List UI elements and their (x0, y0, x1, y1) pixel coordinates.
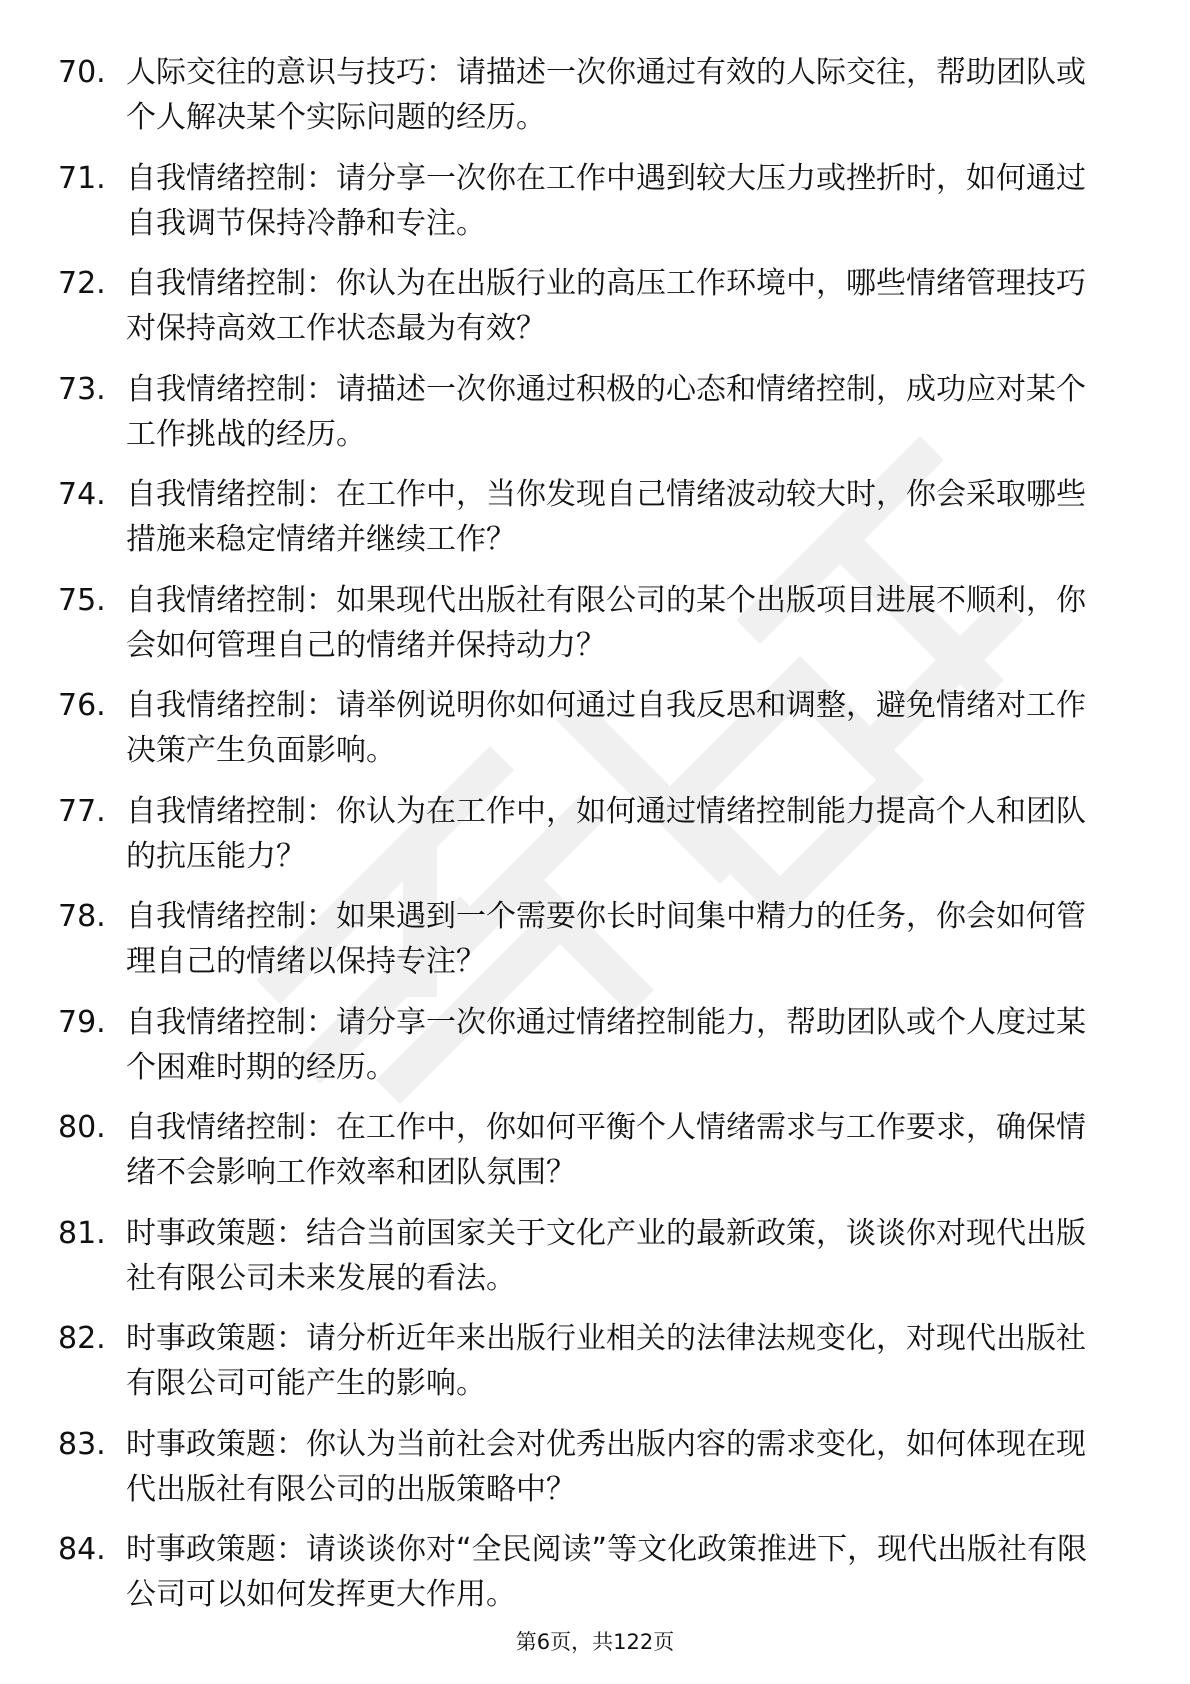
question-text: 人际交往的意识与技巧：请描述一次你通过有效的人际交往，帮助团队或个人解决某个实际问题的经历。 (126, 55, 1086, 135)
question-item-79 (0, 1000, 1190, 1106)
question-text: 自我情绪控制：请分享一次你在工作中遇到较大压力或挫折时，如何通过自我调节保持冷静和专注。 (126, 160, 1086, 241)
question-item-75 (0, 578, 1190, 684)
question-text: 时事政策题：结合当前国家关于文化产业的最新政策，谈谈你对现代出版社有限公司未来发展的看法。 (126, 1215, 1086, 1296)
question-text: 自我情绪控制：你认为在出版行业的高压工作环境中，哪些情绪管理技巧对保持高效工作状态最为有效？ (126, 266, 1086, 346)
question-item-70 (0, 50, 1190, 156)
question-number: 80. (58, 1110, 106, 1145)
question-item-83 (0, 1422, 1190, 1528)
question-number: 77. (58, 793, 106, 829)
question-text: 自我情绪控制：如果现代出版社有限公司的某个出版项目进展不顺利，你会如何管理自己的情绪并保持动力？ (126, 582, 1086, 663)
question-number: 78. (58, 899, 106, 934)
question-number: 84. (58, 1532, 106, 1567)
question-number: 72. (58, 266, 106, 301)
question-text: 自我情绪控制：你认为在工作中，如何通过情绪控制能力提高个人和团队的抗压能力？ (126, 793, 1086, 874)
question-text: 时事政策题：请谈谈你对“全民阅读”等文化政策推进下，现代出版社有限公司可以如何发挥更大作用。 (126, 1532, 1088, 1612)
question-text: 自我情绪控制：如果遇到一个需要你长时间集中精力的任务，你会如何管理自己的情绪以保持专注？ (126, 899, 1086, 979)
question-number: 81. (58, 1215, 106, 1251)
question-item-78 (0, 894, 1190, 1000)
question-item-81 (0, 1211, 1190, 1317)
question-item-82 (0, 1316, 1190, 1422)
question-text: 自我情绪控制：在工作中，当你发现自己情绪波动较大时，你会采取哪些措施来稳定情绪并继续工作？ (126, 477, 1086, 557)
question-number: 83. (58, 1426, 106, 1462)
question-item-80 (0, 1105, 1190, 1211)
question-item-72 (0, 261, 1190, 367)
page-footer: 第6页，共122页 (515, 1630, 675, 1654)
question-item-74 (0, 472, 1190, 578)
question-number: 79. (58, 1004, 106, 1040)
question-text: 时事政策题：你认为当前社会对优秀出版内容的需求变化，如何体现在现代出版社有限公司的出版策略中？ (126, 1426, 1086, 1507)
question-text: 自我情绪控制：在工作中，你如何平衡个人情绪需求与工作要求，确保情绪不会影响工作效率和团队氛围？ (126, 1110, 1086, 1190)
question-number: 71. (58, 160, 106, 196)
question-item-77 (0, 789, 1190, 895)
question-text: 时事政策题：请分析近年来出版行业相关的法律法规变化，对现代出版社有限公司可能产生的影响。 (126, 1321, 1086, 1401)
question-number: 70. (58, 55, 106, 90)
question-text: 自我情绪控制：请举例说明你如何通过自我反思和调整，避免情绪对工作决策产生负面影响。 (126, 688, 1086, 768)
question-item-71 (0, 156, 1190, 262)
question-text: 自我情绪控制：请描述一次你通过积极的心态和情绪控制，成功应对某个工作挑战的经历。 (126, 371, 1086, 452)
question-number: 73. (58, 371, 106, 407)
question-number: 75. (58, 582, 106, 618)
question-list (0, 50, 1190, 1633)
question-number: 82. (58, 1321, 106, 1356)
question-item-73 (0, 367, 1190, 473)
question-item-84 (0, 1527, 1190, 1633)
question-text: 自我情绪控制：请分享一次你通过情绪控制能力，帮助团队或个人度过某个困难时期的经历。 (126, 1004, 1086, 1085)
question-item-76 (0, 683, 1190, 789)
question-number: 74. (58, 477, 106, 512)
question-number: 76. (58, 688, 106, 723)
